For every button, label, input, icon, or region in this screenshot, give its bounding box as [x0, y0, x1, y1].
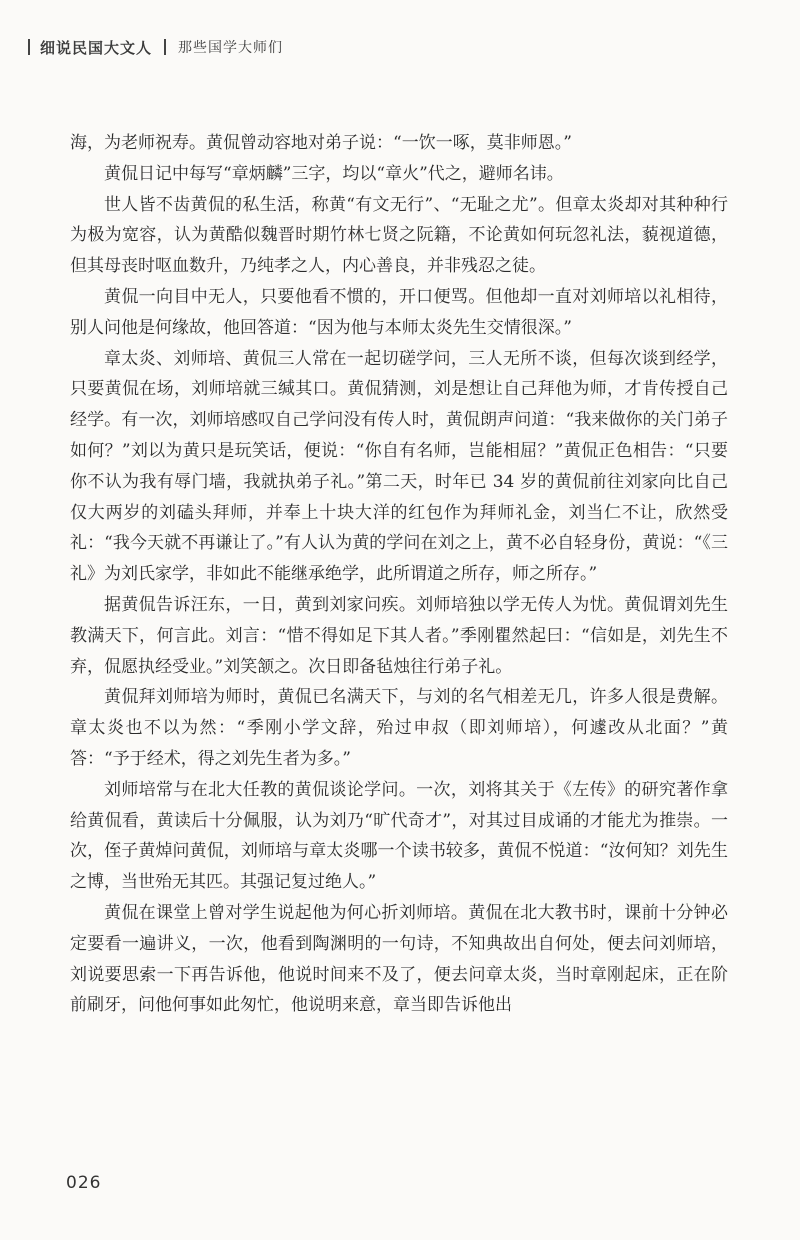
paragraph: 黄侃日记中每写“章炳麟”三字，均以“章火”代之，避师名讳。 — [104, 163, 564, 184]
header-divider — [28, 39, 30, 55]
paragraph: 章太炎、刘师培、黄侃三人常在一起切磋学问，三人无所不谈，但每次谈到经学，只要黄侃在场，刘师培就三缄其口。黄侃猜测，刘是想让自己拜他为师，才肯传授自己经学。有一次，刘师培感叹自己学问没有传人时，黄侃朗声问道：“我来做你的关门弟子如何？”刘以为黄只是玩笑话，便说：“你自有名师，岂能相屈？”黄侃正色相告：“只要你不认为我有辱门墙，我就执弟子礼。”第二天，时年已 34 岁的黄侃前往刘家向比自己仅大两岁的刘磕头拜师，并奉上十块大洋的红包作为拜师礼金，刘当仁不让，欣然受礼：“我今天就不再谦让了。”有人认为黄的学问在刘之上，黄不必自轻身份，黄说：“《三礼》为刘氏家学，非如此不能继承绝学，此所谓道之所存，师之所存。” — [70, 348, 728, 585]
paragraph: 黄侃拜刘师培为师时，黄侃已名满天下，与刘的名气相差无几，许多人很是费解。章太炎也不以为然：“季刚小学文辞，殆过申叔（即刘师培），何遽改从北面？”黄答：“予于经术，得之刘先生者为多。” — [70, 687, 728, 769]
chapter-title: 那些国学大师们 — [178, 40, 284, 56]
paragraph: 据黄侃告诉汪东，一日，黄到刘家问疾。刘师培独以学无传人为忧。黄侃谓刘先生教满天下，何言此。刘言：“惜不得如足下其人者。”季刚瞿然起曰：“信如是，刘先生不弃，侃愿执经受业。”刘笑颔之。次日即备毡烛往行弟子礼。 — [70, 594, 728, 677]
paragraph: 黄侃在课堂上曾对学生说起他为何心折刘师培。黄侃在北大教书时，课前十分钟必定要看一遍讲义，一次，他看到陶渊明的一句诗，不知典故出自何处，便去问刘师培，刘说要思索一下再告诉他，他说时间来不及了，便去问章太炎，当时章刚起床，正在阶前刷牙，问他何事如此匆忙，他说明来意，章当即告诉他出 — [70, 902, 728, 1016]
running-header — [28, 36, 283, 58]
series-title: 细说民国大文人 — [40, 38, 153, 57]
paragraph: 黄侃一向目中无人，只要他看不惯的，开口便骂。但他却一直对刘师培以礼相待，别人问他是何缘故，他回答道：“因为他与本师太炎先生交情很深。” — [70, 286, 728, 338]
paragraph: 海，为老师祝寿。黄侃曾动容地对弟子说：“一饮一啄，莫非师恩。” — [70, 133, 572, 153]
paragraph: 世人皆不齿黄侃的私生活，称黄“有文无行”、“无耻之尤”。但章太炎却对其种种行为极为宽容，认为黄酷似魏晋时期竹林七贤之阮籍，不论黄如何玩忽礼法，藐视道德，但其母丧时呕血数升，乃纯孝之人，内心善良，并非残忍之徒。 — [70, 194, 728, 277]
page-number: 026 — [66, 1173, 102, 1193]
paragraph: 刘师培常与在北大任教的黄侃谈论学问。一次，刘将其关于《左传》的研究著作拿给黄侃看，黄读后十分佩服，认为刘乃“旷代奇才”，对其过目成诵的才能尤为推崇。一次，侄子黄焯问黄侃，刘师培与章太炎哪一个读书较多，黄侃不悦道：“汝何知？刘先生之博，当世殆无其匹。其强记复过绝人。” — [70, 779, 728, 893]
body-text — [70, 128, 728, 1021]
header-divider — [164, 39, 166, 55]
